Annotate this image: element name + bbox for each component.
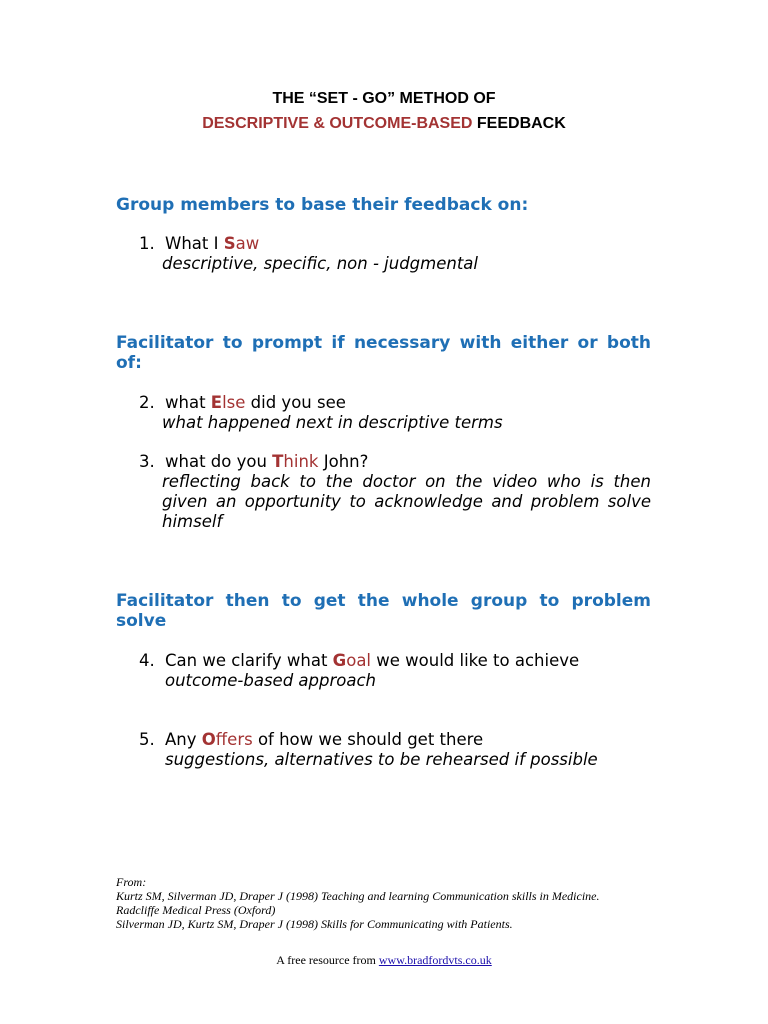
item-text: what do you Think John? xyxy=(165,452,369,471)
references-label: From: xyxy=(116,875,147,889)
item-text: What I Saw xyxy=(165,234,260,253)
references xyxy=(116,875,676,931)
reference-1: Kurtz SM, Silverman JD, Draper J (1998) Teaching and learning Communication skills in Medicine. xyxy=(116,889,600,903)
section-heading-group-members: Group members to base their feedback on: xyxy=(116,195,529,215)
item-description: what happened next in descriptive terms xyxy=(162,413,503,432)
item-text: what Else did you see xyxy=(165,393,346,412)
item-description: suggestions, alternatives to be rehearsed if possible xyxy=(165,750,598,769)
item-description: reflecting back to the doctor on the video who is then given an opportunity to acknowledge and problem solve himself xyxy=(162,472,651,531)
item-description: outcome-based approach xyxy=(165,671,376,690)
section-heading-facilitator-group: Facilitator then to get the whole group to problem solve xyxy=(116,591,651,631)
bradfordvts-link[interactable]: www.bradfordvts.co.uk xyxy=(378,953,492,967)
item-number: 5. xyxy=(139,730,155,749)
page-subtitle xyxy=(0,115,768,133)
item-text: Can we clarify what Goal we would like to achieve xyxy=(165,651,580,670)
section-heading-facilitator-prompt: Facilitator to prompt if necessary with either or both of: xyxy=(116,333,651,373)
item-description: descriptive, specific, non - judgmental xyxy=(162,254,478,273)
item-text: Any Offers of how we should get there xyxy=(165,730,484,749)
page-title: THE “SET - GO” METHOD OF xyxy=(272,90,496,107)
item-number: 3. xyxy=(139,452,155,471)
item-number: 4. xyxy=(139,651,155,670)
reference-2: Silverman JD, Kurtz SM, Draper J (1998) Skills for Communicating with Patients. xyxy=(116,917,513,931)
credit-line xyxy=(0,953,768,968)
item-number: 2. xyxy=(139,393,155,412)
credit-text: A free resource from xyxy=(276,953,379,967)
subtitle-red-part: DESCRIPTIVE & OUTCOME-BASED xyxy=(202,115,473,132)
subtitle-black-part: FEEDBACK xyxy=(472,115,566,132)
reference-1-publisher: Radcliffe Medical Press (Oxford) xyxy=(116,903,276,917)
item-number: 1. xyxy=(139,234,155,253)
